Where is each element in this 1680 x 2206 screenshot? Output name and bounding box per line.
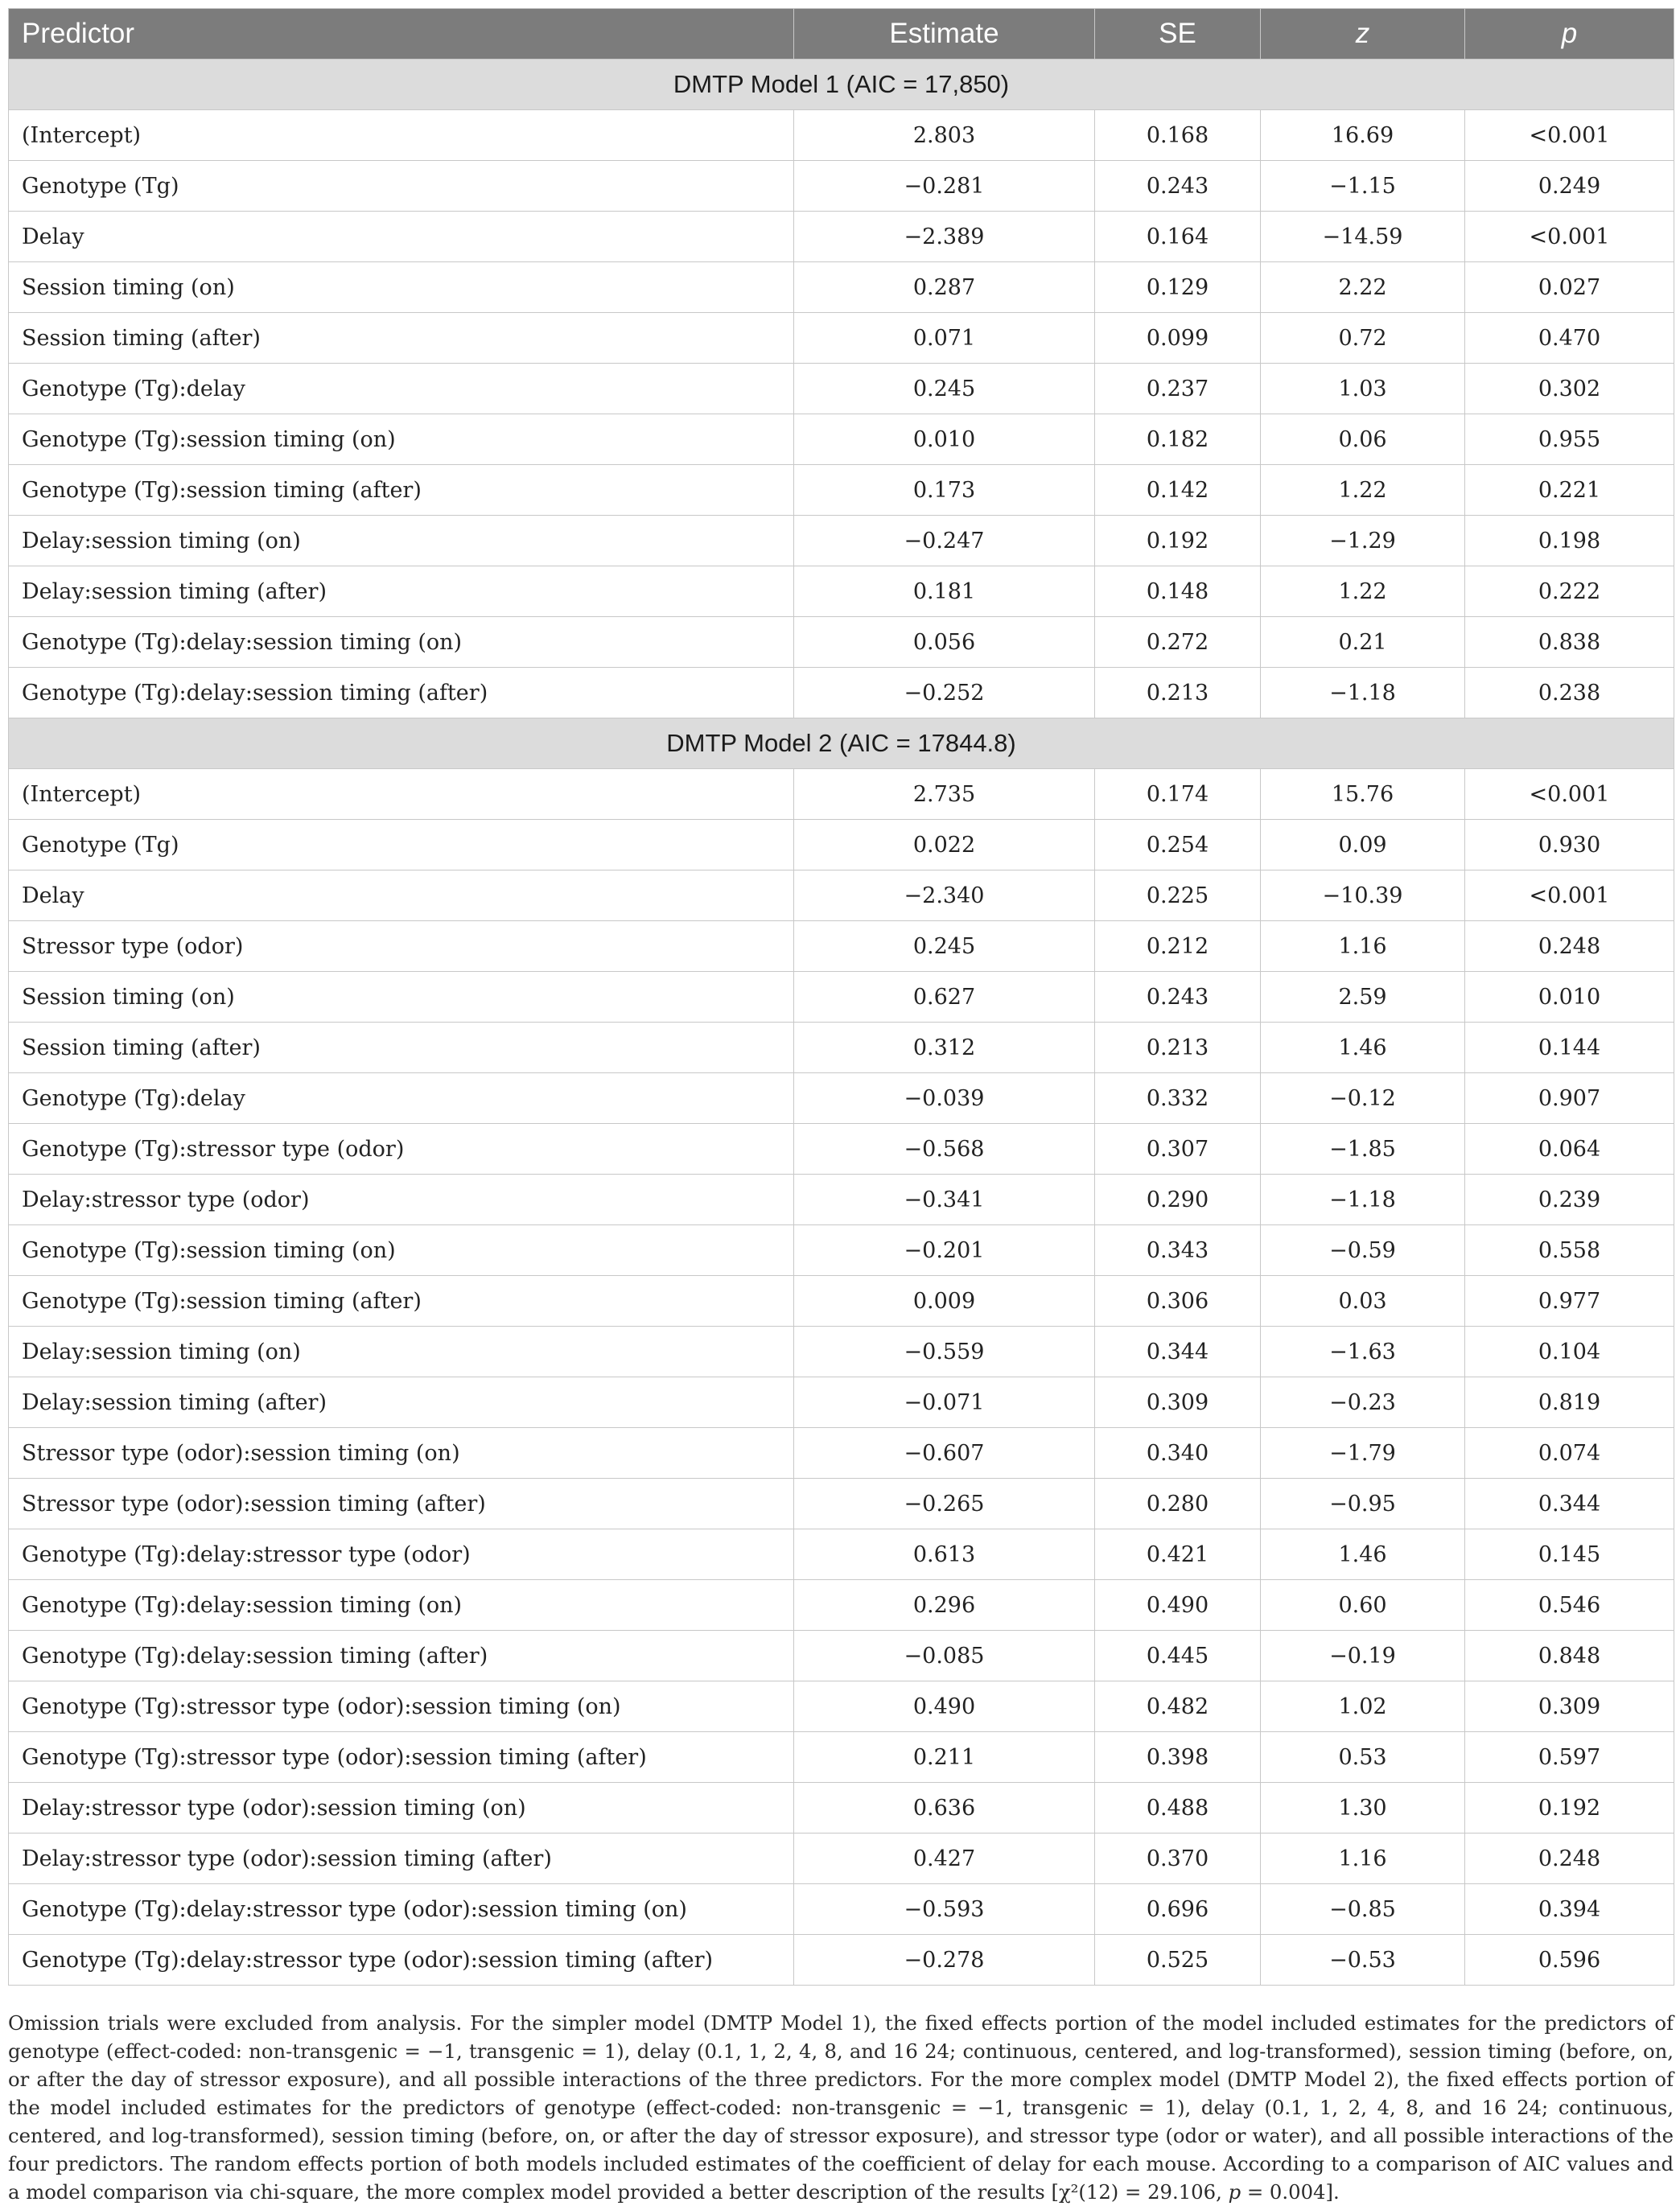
cell-estimate: −0.247 — [794, 516, 1095, 566]
cell-estimate: 0.071 — [794, 313, 1095, 364]
cell-z: 0.06 — [1261, 414, 1465, 465]
header-predictor: Predictor — [9, 9, 794, 60]
cell-predictor: Genotype (Tg):session timing (after) — [9, 1276, 794, 1327]
cell-estimate: 0.627 — [794, 972, 1095, 1023]
cell-p: 0.546 — [1465, 1580, 1674, 1631]
cell-z: 0.53 — [1261, 1732, 1465, 1783]
model2-section-header — [9, 718, 1674, 769]
cell-z: 2.59 — [1261, 972, 1465, 1023]
cell-p: 0.558 — [1465, 1225, 1674, 1276]
cell-se: 0.212 — [1095, 921, 1261, 972]
cell-p: 0.222 — [1465, 566, 1674, 617]
table-row — [9, 1327, 1674, 1377]
cell-z: −1.18 — [1261, 668, 1465, 718]
cell-se: 0.307 — [1095, 1124, 1261, 1175]
cell-estimate: 2.735 — [794, 769, 1095, 820]
table-row — [9, 1023, 1674, 1073]
results-table — [8, 8, 1674, 1986]
cell-z: 1.30 — [1261, 1783, 1465, 1834]
cell-z: −0.53 — [1261, 1935, 1465, 1986]
table-row — [9, 1681, 1674, 1732]
cell-p: <0.001 — [1465, 110, 1674, 161]
cell-se: 0.445 — [1095, 1631, 1261, 1681]
table-row — [9, 212, 1674, 262]
cell-estimate: 0.245 — [794, 364, 1095, 414]
cell-estimate: 2.803 — [794, 110, 1095, 161]
cell-predictor: Genotype (Tg):delay:session timing (after) — [9, 668, 794, 718]
cell-se: 0.488 — [1095, 1783, 1261, 1834]
cell-z: 1.02 — [1261, 1681, 1465, 1732]
cell-estimate: 0.245 — [794, 921, 1095, 972]
cell-se: 0.525 — [1095, 1935, 1261, 1986]
cell-p: 0.977 — [1465, 1276, 1674, 1327]
model1-title: DMTP Model 1 (AIC = 17,850) — [9, 60, 1674, 110]
cell-estimate: −0.201 — [794, 1225, 1095, 1276]
cell-estimate: 0.022 — [794, 820, 1095, 870]
footnote-p-value: = 0.004]. — [1241, 2180, 1340, 2204]
table-footnote — [8, 2009, 1674, 2206]
cell-z: −0.12 — [1261, 1073, 1465, 1124]
cell-se: 0.398 — [1095, 1732, 1261, 1783]
cell-estimate: 0.427 — [794, 1834, 1095, 1884]
cell-p: 0.838 — [1465, 617, 1674, 668]
cell-z: 1.46 — [1261, 1529, 1465, 1580]
cell-se: 0.343 — [1095, 1225, 1261, 1276]
cell-se: 0.237 — [1095, 364, 1261, 414]
cell-se: 0.174 — [1095, 769, 1261, 820]
cell-predictor: (Intercept) — [9, 110, 794, 161]
cell-p: 0.145 — [1465, 1529, 1674, 1580]
cell-predictor: Delay — [9, 870, 794, 921]
cell-se: 0.182 — [1095, 414, 1261, 465]
cell-p: <0.001 — [1465, 870, 1674, 921]
table-row — [9, 1631, 1674, 1681]
cell-se: 0.490 — [1095, 1580, 1261, 1631]
cell-p: 0.597 — [1465, 1732, 1674, 1783]
cell-se: 0.213 — [1095, 1023, 1261, 1073]
cell-se: 0.225 — [1095, 870, 1261, 921]
cell-p: 0.064 — [1465, 1124, 1674, 1175]
cell-estimate: 0.287 — [794, 262, 1095, 313]
table-row — [9, 1124, 1674, 1175]
cell-predictor: Session timing (after) — [9, 313, 794, 364]
cell-z: −10.39 — [1261, 870, 1465, 921]
cell-se: 0.280 — [1095, 1479, 1261, 1529]
cell-predictor: Genotype (Tg) — [9, 161, 794, 212]
cell-predictor: Delay:stressor type (odor):session timing (on) — [9, 1783, 794, 1834]
cell-p: 0.144 — [1465, 1023, 1674, 1073]
cell-estimate: 0.181 — [794, 566, 1095, 617]
header-z: z — [1261, 9, 1465, 60]
table-row — [9, 566, 1674, 617]
cell-estimate: 0.312 — [794, 1023, 1095, 1073]
cell-predictor: Delay:session timing (after) — [9, 566, 794, 617]
cell-se: 0.254 — [1095, 820, 1261, 870]
cell-p: 0.192 — [1465, 1783, 1674, 1834]
cell-z: −1.79 — [1261, 1428, 1465, 1479]
cell-z: 15.76 — [1261, 769, 1465, 820]
cell-z: 1.46 — [1261, 1023, 1465, 1073]
table-row — [9, 972, 1674, 1023]
cell-p: 0.907 — [1465, 1073, 1674, 1124]
cell-se: 0.309 — [1095, 1377, 1261, 1428]
cell-se: 0.306 — [1095, 1276, 1261, 1327]
cell-p: 0.302 — [1465, 364, 1674, 414]
cell-predictor: Delay:session timing (on) — [9, 1327, 794, 1377]
cell-z: −1.85 — [1261, 1124, 1465, 1175]
cell-p: 0.248 — [1465, 1834, 1674, 1884]
table-row — [9, 414, 1674, 465]
cell-predictor: Stressor type (odor):session timing (on) — [9, 1428, 794, 1479]
table-row — [9, 465, 1674, 516]
cell-estimate: 0.613 — [794, 1529, 1095, 1580]
cell-estimate: 0.173 — [794, 465, 1095, 516]
table-row — [9, 1834, 1674, 1884]
cell-predictor: Genotype (Tg):stressor type (odor):session timing (after) — [9, 1732, 794, 1783]
cell-p: 0.248 — [1465, 921, 1674, 972]
cell-z: 16.69 — [1261, 110, 1465, 161]
cell-estimate: −0.568 — [794, 1124, 1095, 1175]
cell-predictor: Genotype (Tg):delay:session timing (on) — [9, 617, 794, 668]
cell-se: 0.696 — [1095, 1884, 1261, 1935]
cell-se: 0.164 — [1095, 212, 1261, 262]
cell-se: 0.213 — [1095, 668, 1261, 718]
cell-z: 1.22 — [1261, 566, 1465, 617]
cell-estimate: −2.389 — [794, 212, 1095, 262]
cell-estimate: −0.559 — [794, 1327, 1095, 1377]
table-row — [9, 1276, 1674, 1327]
cell-se: 0.192 — [1095, 516, 1261, 566]
cell-p: 0.394 — [1465, 1884, 1674, 1935]
cell-p: 0.074 — [1465, 1428, 1674, 1479]
cell-predictor: Stressor type (odor):session timing (after) — [9, 1479, 794, 1529]
footnote-p-label: p — [1228, 2180, 1241, 2204]
table-body — [9, 60, 1674, 1986]
cell-p: 0.596 — [1465, 1935, 1674, 1986]
cell-z: −0.19 — [1261, 1631, 1465, 1681]
cell-se: 0.421 — [1095, 1529, 1261, 1580]
cell-se: 0.129 — [1095, 262, 1261, 313]
cell-z: −14.59 — [1261, 212, 1465, 262]
cell-predictor: Delay — [9, 212, 794, 262]
cell-predictor: Genotype (Tg):stressor type (odor) — [9, 1124, 794, 1175]
cell-predictor: Genotype (Tg):session timing (on) — [9, 414, 794, 465]
header-p: p — [1465, 9, 1674, 60]
cell-estimate: −0.265 — [794, 1479, 1095, 1529]
cell-p: 0.238 — [1465, 668, 1674, 718]
cell-predictor: Genotype (Tg):delay — [9, 1073, 794, 1124]
table-row — [9, 1783, 1674, 1834]
table-row — [9, 769, 1674, 820]
cell-estimate: −0.607 — [794, 1428, 1095, 1479]
cell-estimate: 0.009 — [794, 1276, 1095, 1327]
cell-predictor: Stressor type (odor) — [9, 921, 794, 972]
cell-estimate: 0.056 — [794, 617, 1095, 668]
table-row — [9, 262, 1674, 313]
table-row — [9, 161, 1674, 212]
table-row — [9, 1175, 1674, 1225]
cell-estimate: −0.071 — [794, 1377, 1095, 1428]
cell-se: 0.243 — [1095, 161, 1261, 212]
cell-z: −0.59 — [1261, 1225, 1465, 1276]
cell-predictor: Delay:session timing (on) — [9, 516, 794, 566]
cell-z: 1.16 — [1261, 1834, 1465, 1884]
cell-p: 0.848 — [1465, 1631, 1674, 1681]
cell-z: −1.63 — [1261, 1327, 1465, 1377]
cell-estimate: −0.278 — [794, 1935, 1095, 1986]
cell-p: 0.309 — [1465, 1681, 1674, 1732]
cell-z: 2.22 — [1261, 262, 1465, 313]
cell-estimate: 0.010 — [794, 414, 1095, 465]
table-header-row — [9, 9, 1674, 60]
cell-predictor: Session timing (on) — [9, 972, 794, 1023]
cell-predictor: Genotype (Tg):delay:stressor type (odor):session timing (after) — [9, 1935, 794, 1986]
cell-estimate: −0.341 — [794, 1175, 1095, 1225]
cell-predictor: Delay:session timing (after) — [9, 1377, 794, 1428]
cell-z: 1.16 — [1261, 921, 1465, 972]
cell-estimate: −0.085 — [794, 1631, 1095, 1681]
cell-se: 0.370 — [1095, 1834, 1261, 1884]
cell-z: −0.23 — [1261, 1377, 1465, 1428]
cell-p: 0.221 — [1465, 465, 1674, 516]
cell-se: 0.344 — [1095, 1327, 1261, 1377]
table-row — [9, 1529, 1674, 1580]
cell-estimate: 0.636 — [794, 1783, 1095, 1834]
cell-p: 0.819 — [1465, 1377, 1674, 1428]
cell-se: 0.243 — [1095, 972, 1261, 1023]
cell-se: 0.272 — [1095, 617, 1261, 668]
cell-z: 0.60 — [1261, 1580, 1465, 1631]
cell-z: 0.72 — [1261, 313, 1465, 364]
table-row — [9, 1428, 1674, 1479]
cell-predictor: Genotype (Tg):delay:stressor type (odor):session timing (on) — [9, 1884, 794, 1935]
cell-z: 1.22 — [1261, 465, 1465, 516]
model1-section-header — [9, 60, 1674, 110]
table-row — [9, 110, 1674, 161]
cell-z: −1.29 — [1261, 516, 1465, 566]
cell-p: 0.249 — [1465, 161, 1674, 212]
cell-p: 0.239 — [1465, 1175, 1674, 1225]
cell-z: 0.03 — [1261, 1276, 1465, 1327]
cell-p: 0.027 — [1465, 262, 1674, 313]
cell-z: 1.03 — [1261, 364, 1465, 414]
cell-predictor: Genotype (Tg) — [9, 820, 794, 870]
table-row — [9, 1073, 1674, 1124]
cell-predictor: Delay:stressor type (odor) — [9, 1175, 794, 1225]
cell-predictor: Delay:stressor type (odor):session timing (after) — [9, 1834, 794, 1884]
cell-estimate: 0.490 — [794, 1681, 1095, 1732]
cell-se: 0.142 — [1095, 465, 1261, 516]
cell-predictor: Genotype (Tg):delay:stressor type (odor) — [9, 1529, 794, 1580]
cell-z: −1.18 — [1261, 1175, 1465, 1225]
cell-se: 0.340 — [1095, 1428, 1261, 1479]
table-row — [9, 313, 1674, 364]
cell-estimate: −0.252 — [794, 668, 1095, 718]
cell-predictor: Genotype (Tg):delay — [9, 364, 794, 414]
cell-z: −1.15 — [1261, 161, 1465, 212]
results-table-container — [8, 8, 1674, 1986]
model2-title: DMTP Model 2 (AIC = 17844.8) — [9, 718, 1674, 769]
header-se: SE — [1095, 9, 1261, 60]
cell-z: 0.09 — [1261, 820, 1465, 870]
cell-p: 0.104 — [1465, 1327, 1674, 1377]
cell-p: <0.001 — [1465, 212, 1674, 262]
cell-predictor: Session timing (on) — [9, 262, 794, 313]
cell-p: 0.344 — [1465, 1479, 1674, 1529]
cell-estimate: −2.340 — [794, 870, 1095, 921]
cell-p: 0.198 — [1465, 516, 1674, 566]
table-row — [9, 1935, 1674, 1986]
cell-estimate: −0.039 — [794, 1073, 1095, 1124]
cell-se: 0.290 — [1095, 1175, 1261, 1225]
cell-predictor: (Intercept) — [9, 769, 794, 820]
table-row — [9, 1479, 1674, 1529]
cell-z: −0.85 — [1261, 1884, 1465, 1935]
cell-predictor: Genotype (Tg):delay:session timing (on) — [9, 1580, 794, 1631]
cell-p: <0.001 — [1465, 769, 1674, 820]
cell-predictor: Genotype (Tg):delay:session timing (after) — [9, 1631, 794, 1681]
cell-se: 0.099 — [1095, 313, 1261, 364]
cell-se: 0.332 — [1095, 1073, 1261, 1124]
cell-predictor: Genotype (Tg):session timing (on) — [9, 1225, 794, 1276]
table-row — [9, 921, 1674, 972]
cell-p: 0.470 — [1465, 313, 1674, 364]
cell-estimate: 0.296 — [794, 1580, 1095, 1631]
cell-p: 0.010 — [1465, 972, 1674, 1023]
cell-p: 0.955 — [1465, 414, 1674, 465]
table-row — [9, 668, 1674, 718]
cell-estimate: 0.211 — [794, 1732, 1095, 1783]
table-row — [9, 1732, 1674, 1783]
table-row — [9, 516, 1674, 566]
header-estimate: Estimate — [794, 9, 1095, 60]
cell-se: 0.482 — [1095, 1681, 1261, 1732]
cell-predictor: Genotype (Tg):session timing (after) — [9, 465, 794, 516]
table-row — [9, 1377, 1674, 1428]
table-row — [9, 1225, 1674, 1276]
table-row — [9, 364, 1674, 414]
cell-estimate: −0.593 — [794, 1884, 1095, 1935]
footnote-text: Omission trials were excluded from analysis. For the simpler model (DMTP Model 1), the fixed effects portion of the model included estimates for the predictors of genotype (effect-coded: non-transgenic = −1, transgenic = 1), delay (0.1, 1, 2, 4, 8, and 16 24; continuous, centered, and log-transformed), session timing (before, on, or after the day of stressor exposure), and all possible interactions of the three predictors. For the more complex model (DMTP Model 2), the fixed effects portion of the model included estimates for the predictors of genotype (effect-coded: non-transgenic = −1, transgenic = 1), delay (0.1, 1, 2, 4, 8, and 16 24; continuous, centered, and log-transformed), session timing (before, on, or after the day of stressor exposure), and stressor type (odor or water), and all possible interactions of the four predictors. The random effects portion of both models included estimates of the coefficient of delay for each mouse. According to a comparison of AIC values and a model comparison via chi-square, the more complex model provided a better description of the results [χ²(12) = 29.106, — [8, 2011, 1674, 2204]
table-row — [9, 1884, 1674, 1935]
cell-z: 0.21 — [1261, 617, 1465, 668]
cell-predictor: Session timing (after) — [9, 1023, 794, 1073]
cell-predictor: Genotype (Tg):stressor type (odor):session timing (on) — [9, 1681, 794, 1732]
table-row — [9, 1580, 1674, 1631]
cell-se: 0.168 — [1095, 110, 1261, 161]
cell-z: −0.95 — [1261, 1479, 1465, 1529]
cell-p: 0.930 — [1465, 820, 1674, 870]
cell-estimate: −0.281 — [794, 161, 1095, 212]
table-row — [9, 870, 1674, 921]
table-row — [9, 820, 1674, 870]
table-row — [9, 617, 1674, 668]
cell-se: 0.148 — [1095, 566, 1261, 617]
